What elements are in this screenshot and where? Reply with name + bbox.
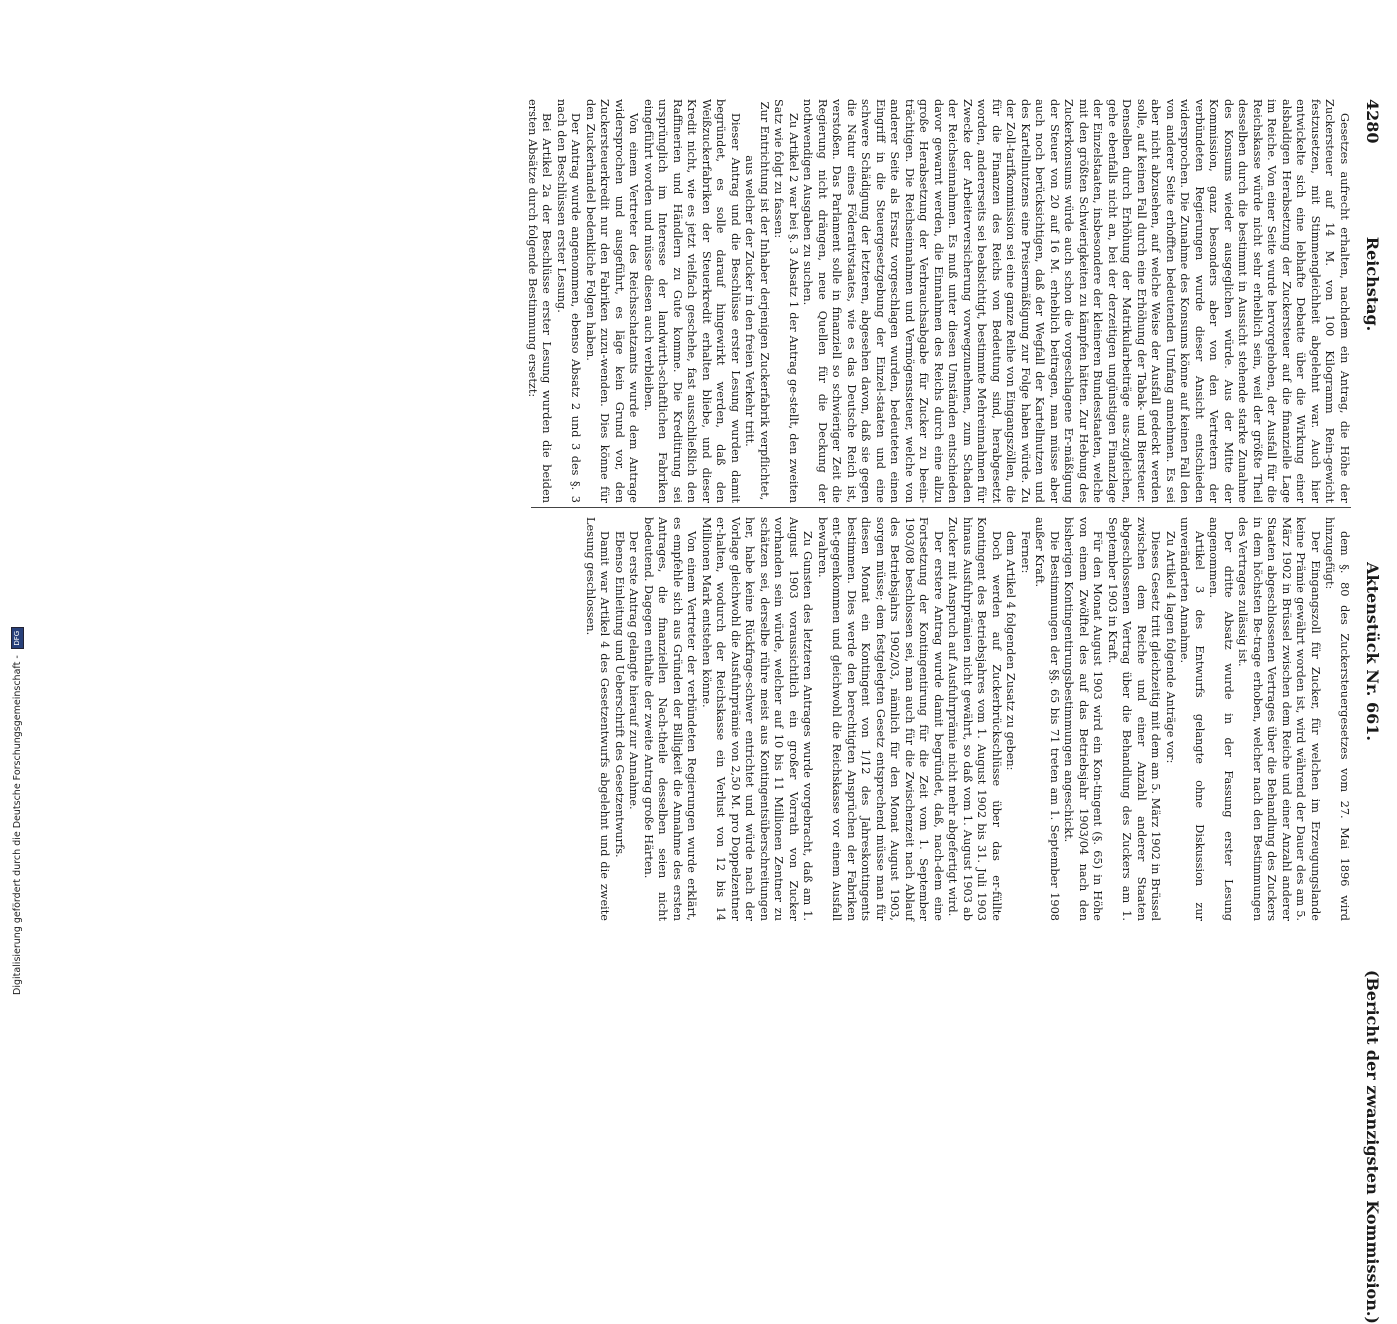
paragraph: Der Antrag wurde angenommen, ebenso Absatz 2 und 3 des §. 3 nach den Beschlüssen erster Lesung.: [555, 99, 583, 503]
paragraph: Bei Artikel 2a der Beschlüsse erster Lesung wurden die beiden ersten Absätze durch folgende Bestimmung ersetzt:: [526, 99, 554, 503]
paragraph: Der dritte Absatz wurde in der Fassung erster Lesung angenommen.: [1207, 517, 1235, 921]
column-divider: [531, 507, 1351, 508]
paragraph: Von einem Vertreter der verbündeten Regierungen wurde erklärt, es empfehle sich aus Gründen der Billigkeit die Annahme des ersten Antrages, die finanziellen Nach-theile desselben seien nicht bedeutend. Dagegen enthalte der zweite Antrag große Härten.: [642, 517, 699, 921]
paragraph: Zu Artikel 4 lagen folgende Anträge vor:: [1164, 531, 1177, 764]
paragraph: Zu Artikel 2 war bei §. 3 Absatz 1 der Antrag ge-stellt, den zweiten Satz wie folgt zu fassen:: [772, 99, 800, 503]
paragraph-quote: Zur Entrichtung ist der Inhaber derjenigen Zuckerfabrik verpflichtet, aus welcher der Zucker in den freien Verkehr tritt.: [743, 101, 771, 501]
paragraph: Ferner:: [1019, 531, 1032, 574]
rotated-page-content: [85, 85, 1385, 1324]
paragraph-quote: Doch werden auf Zuckerbrückschlüsse über das er-füllte Kontingent des Betriebsjahres vom 1. August 1902 bis 31. Juli 1903 hinaus Ausfuhrprämien nicht gewährt, so daß vom 1. August 1903 ab Zucker mit Anspruch auf Ausfuhrprämie nicht mehr abgefertigt wird.: [946, 517, 1003, 921]
right-column: [583, 517, 1352, 921]
header-report: (Bericht der zwanzigsten Kommission.): [1363, 969, 1383, 1324]
left-column: [525, 99, 1352, 503]
paragraph: Dieser Antrag und die Beschlüsse erster Lesung wurden damit begründet, es solle darauf hingewirkt werden, daß den Weißzuckerfabriken der Steuerkredit erhalten bliebe, und dieser Kredit nicht, wie es jetzt vielfach geschehe, fast ausschließlich den Raffinerien und Händlern zu Gute komme. Die Kreditirung sei ursprünglich im Interesse der landwirth-schaftlichen Fabriken eingeführt worden und müsse diesen auch verbleiben.: [642, 99, 742, 503]
page-sheet: [125, 85, 1385, 1324]
paragraph-quote: Für den Monat August 1903 wird ein Kon-tingent (§. 65) in Höhe von einem Zwölftel des auf das Betriebsjahr 1903/04 nach den bisherigen Kontingentirungsbestimmungen angeschickt.: [1062, 517, 1105, 921]
header-title: Aktenstück Nr. 661.: [1363, 562, 1383, 741]
paragraph: Ebenso Einleitung und Ueberschrift des Gesetzentwurfs.: [613, 531, 626, 858]
paragraph: dem Artikel 4 folgenden Zusatz zu geben:: [1004, 531, 1018, 771]
paragraph: Damit war Artikel 4 des Gesetzentwurfs abgelehnt und die zweite Lesung geschlossen.: [584, 517, 612, 921]
paragraph: Der erstere Antrag wurde damit begründet, daß, nach-dem eine Fortsetzung der Kontingentirung für die Zeit vom 1. September 1903/08 beschlossen sei, man auch für die Zwischenzeit nach Ablauf des Betriebsjahrs 1902/03, nämlich für den Monat August 1903, sorgen müsse; dem festgelegten Gesetz entsprechend müsse man für diesen Monat ein Kontingent von 1/12 des Jahreskontingents bestimmen. Dies werde den berechtigten Ansprüchen der Fabriken ent-gegenkommen und gleichwohl die Reichskasse vor einem Ausfall bewahren.: [816, 517, 945, 921]
paragraph-quote: Dieses Gesetz tritt gleichzeitig mit dem am 5. März 1902 in Brüssel zwischen dem Reiche und einer Anzahl anderer Staaten abgeschlossenen Vertrag über die Behandlung des Zuckers am 1. September 1903 in Kraft.: [1106, 517, 1163, 921]
page-header: [1361, 99, 1385, 1324]
paragraph: Artikel 3 des Entwurfs gelangte ohne Diskussion zur unveränderten Annahme.: [1178, 517, 1206, 921]
digitization-note-text: Digitalisierung gefördert durch die Deutsche Forschungsgemeinschaft -: [11, 655, 23, 995]
paragraph: Gesetzes aufrecht erhalten, nachdem ein Antrag, die Höhe der Zuckersteuer auf 14 M. von 100 Kilogramm Rein-gewicht festzusetzen, mit Stimmengleichheit abgelehnt war. Auch hier entwickelte sich eine lebhafte Debatte über die Wirkung einer alsbaldigen Herabsetzung der Zuckersteuer auf die finanzielle Lage im Reiche. Von einer Seite wurde hervorgehoben, der Ausfall für die Reichskasse würde nicht sehr erheblich sein, weil der größte Theil desselben durch die bestimmt in Aussicht stehende starke Zunahme des Konsums wieder ausgeglichen würde. Aus der Mitte der Kommission, ganz besonders aber von den Vertretern der verbündeten Regierungen wurde dieser Ansicht entschieden widersprochen. Die Zunahme des Konsums könne auf keinen Fall den von anderer Seite erhofften bedeutenden Umfang annehmen. Es sei aber nicht abzusehen, auf welche Weise der Ausfall gedeckt werden solle, auf keinen Fall durch eine Erhöhung der Tabak- und Biersteuer. Denselben durch Erhöhung der Matrikularbeiträge aus-zugleichen, gehe ebenfalls nicht an, bei der derzeitigen ungünstigen Finanzlage der Einzelstaaten, insbesondere der kleineren Bundesstaaten, welche mit den größten Schwierigkeiten zu kämpfen hätten. Zur Hebung des Zuckerkonsums würde auch schon die vorgeschlagene Er-mäßigung der Steuer von 20 auf 16 M. erheblich beitragen, man müsse aber auch noch berücksichtigen, daß der Wegfall der Kartellnutzen und des Kartellnutzens eine Preisermäßigung zur Folge haben würde. Zu der Zoll-tarifkommission sei eine ganze Reihe von Eingangszöllen, die für die Finanzen des Reichs von Bedeutung sind, herabgesetzt worden, andererseits sei beabsichtigt, bestimmte Mehreinnahmen für Zwecke der Arbeiterversicherung vorwegzunehmen, zum Schaden der Reichseinnahmen. Es muß unter diesen Umständen entschieden davor gewarnt werden, die Einnahmen des Reichs durch eine allzu große Herabsetzung der Verbrauchsabgabe für Zucker zu beein-trächtigen. Die Reichseinnahmen und Vermögenssteuer, welche von anderer Seite als Ersatz vorgeschlagen wurden, bedeuteten einen Eingriff in die Steuergesetzgebung der Einzel-staaten und eine schwere Schädigung der letzteren, abgesehen davon, daß sie gegen die Natur eines Föderativstaates, wie es das Deutsche Reich ist, verstoßen. Das Parlament solle in finanziell so schwieriger Zeit die Regierung nicht drängen, neue Quellen für die Deckung der nothwendigen Ausgaben zu suchen.: [801, 99, 1351, 503]
paragraph: Der erste Antrag gelangte hierauf zur Annahme.: [627, 531, 641, 810]
header-reichstag: Reichstag.: [1363, 236, 1383, 332]
paragraph: Zu Gunsten des letzteren Antrages wurde vorgebracht, daß am 1. August 1903 voraussichtlich ein großer Vorrath von Zucker vorhanden sein würde, welcher auf 10 bis 11 Millionen Zentner zu schätzen sei, derselbe rühre meist aus Kontingentsüberschreitungen her, habe keine Rückfrage-schwer entrichtet und würde nach der Vorlage gleichwohl die Ausfuhrprämie von 2,50 M. pro Doppelzentner er-halten, wodurch der Reichskasse ein Verlust von 12 bis 14 Millionen Mark entstehen könne.: [700, 517, 815, 921]
paragraph-quote: Der Eingangszoll für Zucker, für welchen im Erzeugungslande keine Prämie gewährt worden ist, wird während der Dauer des am 5. März 1902 in Brüssel zwischen dem Reiche und einer Anzahl anderer Staaten abgeschlossenen Vertrages über die Behandlung des Zuckers in dem höchsten Be-trage erhoben, welcher nach den Bestimmungen des Vertrages zulässig ist.: [1236, 517, 1322, 921]
paragraph: Von einem Vertreter des Reichsschatzamts wurde dem Antrage widersprochen und ausgeführt, es läge kein Grund vor, den Zuckersteuerkredit nur den Fabriken zuzu-wenden. Dies könne für den Zuckerhandel bedenkliche Folgen haben.: [584, 99, 641, 503]
dfg-logo-icon: DFG: [11, 627, 24, 649]
paragraph: dem §. 80 des Zuckersteuergesetzes vom 27. Mai 1896 wird hinzugefügt:: [1323, 517, 1351, 921]
page-number: 4280: [1363, 99, 1383, 144]
digitization-note: [9, 0, 25, 995]
paragraph-quote: Die Bestimmungen der §§. 65 bis 71 treten am 1. September 1908 außer Kraft.: [1033, 517, 1061, 921]
